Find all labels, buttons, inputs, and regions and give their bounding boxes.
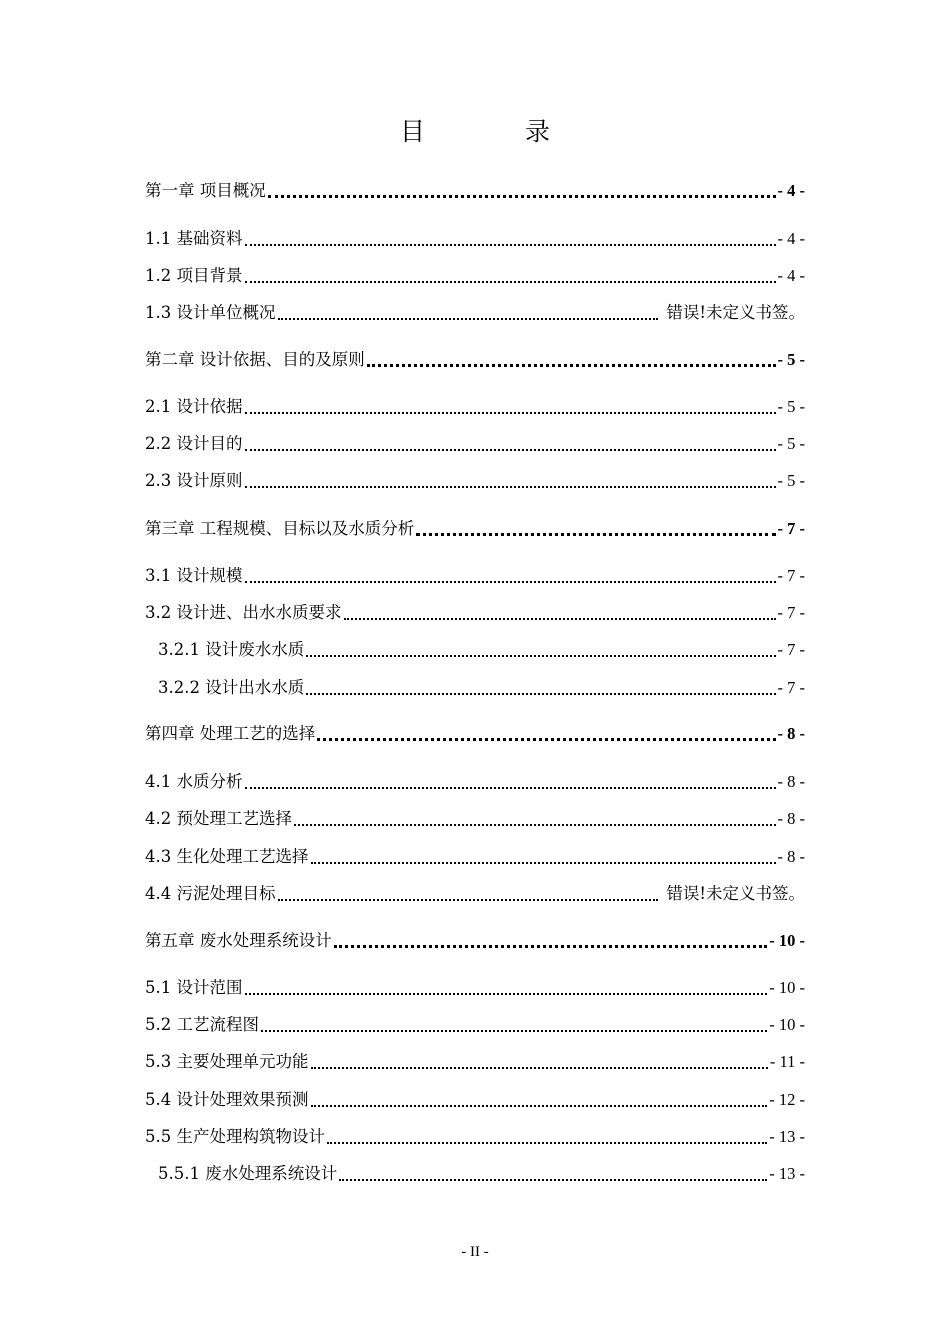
toc-entry-bookmark-error: 错误!未定义书签。: [666, 884, 805, 903]
page-number: - II -: [461, 1244, 489, 1260]
toc-entry-label: 2.3 设计原则: [145, 471, 243, 490]
toc-entry-5-5-1[interactable]: [158, 1162, 805, 1186]
dot-leader: [245, 449, 776, 451]
toc-entry-label: 3.1 设计规模: [145, 566, 243, 585]
dot-leader: [344, 618, 776, 620]
toc-entry-label: 5.3 主要处理单元功能: [145, 1052, 309, 1071]
toc-entry-label: 第五章 废水处理系统设计: [145, 931, 332, 950]
toc-entry-page: - 5 -: [777, 397, 805, 416]
toc-entry-2-2[interactable]: [145, 432, 805, 456]
toc-entry-page: - 10 -: [769, 1015, 805, 1034]
toc-entry-label: 2.1 设计依据: [145, 397, 243, 416]
toc-entry-2-3[interactable]: [145, 469, 805, 493]
toc-entry-5-1[interactable]: [145, 976, 805, 1000]
toc-entry-page: - 8 -: [777, 847, 805, 866]
toc-entry-chapter-5[interactable]: [145, 929, 805, 953]
toc-entry-4-1[interactable]: [145, 770, 805, 794]
toc-entry-page: - 13 -: [769, 1164, 805, 1183]
toc-entry-page: - 7 -: [777, 640, 805, 659]
toc-entry-4-4[interactable]: [145, 882, 805, 906]
dot-leader: [261, 1030, 767, 1032]
toc-entry-chapter-3[interactable]: [145, 517, 805, 541]
toc-entry-label: 4.1 水质分析: [145, 772, 243, 791]
toc-entry-page: - 7 -: [777, 566, 805, 585]
page-title: 目 录: [400, 117, 596, 146]
dot-leader: [334, 945, 768, 948]
toc-entry-label: 1.3 设计单位概况: [145, 303, 276, 322]
toc-entry-chapter-1[interactable]: [145, 179, 805, 203]
toc-entry-page: - 8 -: [777, 809, 805, 828]
toc-entry-5-4[interactable]: [145, 1088, 805, 1112]
toc-entry-label: 3.2.1 设计废水水质: [158, 640, 305, 659]
toc-entry-page: - 10 -: [769, 978, 805, 997]
toc-entry-label: 4.4 污泥处理目标: [145, 884, 276, 903]
dot-leader: [306, 655, 775, 657]
toc-entry-label: 第三章 工程规模、目标以及水质分析: [145, 519, 415, 538]
dot-leader: [311, 1067, 768, 1069]
toc-entry-1-2[interactable]: [145, 264, 805, 288]
dot-leader: [327, 1142, 767, 1144]
toc-entry-2-1[interactable]: [145, 395, 805, 419]
toc-entry-5-3[interactable]: [145, 1050, 805, 1074]
toc-entry-page: - 5 -: [777, 434, 805, 453]
toc-entry-3-1[interactable]: [145, 564, 805, 588]
toc-entry-label: 3.2 设计进、出水水质要求: [145, 603, 342, 622]
toc-entry-label: 5.1 设计范围: [145, 978, 243, 997]
toc-entry-3-2[interactable]: [145, 601, 805, 625]
toc-entry-page: - 7 -: [777, 603, 805, 622]
toc-entry-4-3[interactable]: [145, 845, 805, 869]
toc-entry-1-1[interactable]: [145, 227, 805, 251]
dot-leader: [278, 318, 659, 320]
dot-leader: [311, 862, 776, 864]
dot-leader: [311, 1105, 768, 1107]
toc-entry-page: - 4 -: [777, 181, 805, 200]
toc-entry-label: 4.2 预处理工艺选择: [145, 809, 292, 828]
dot-leader: [245, 993, 768, 995]
toc-entry-4-2[interactable]: [145, 807, 805, 831]
dot-leader: [245, 486, 776, 488]
dot-leader: [245, 281, 776, 283]
toc-entry-1-3[interactable]: [145, 301, 805, 325]
dot-leader: [306, 693, 775, 695]
toc-entry-label: 第二章 设计依据、目的及原则: [145, 350, 365, 369]
dot-leader: [245, 412, 776, 414]
toc-entry-page: - 11 -: [769, 1052, 805, 1071]
dot-leader: [245, 787, 776, 789]
toc-entry-page: - 5 -: [777, 471, 805, 490]
dot-leader: [339, 1179, 767, 1181]
dot-leader: [294, 824, 776, 826]
toc-entry-label: 1.1 基础资料: [145, 229, 243, 248]
dot-leader: [416, 533, 775, 536]
toc-entry-label: 5.5 生产处理构筑物设计: [145, 1127, 325, 1146]
toc-entry-chapter-4[interactable]: [145, 722, 805, 746]
toc-entry-label: 第四章 处理工艺的选择: [145, 724, 316, 743]
toc-entry-page: - 8 -: [777, 724, 805, 743]
toc-entry-chapter-2[interactable]: [145, 348, 805, 372]
dot-leader: [245, 581, 776, 583]
dot-leader: [278, 899, 659, 901]
toc-entry-label: 4.3 生化处理工艺选择: [145, 847, 309, 866]
toc-entry-5-5[interactable]: [145, 1125, 805, 1149]
toc-entry-page: - 7 -: [777, 678, 805, 697]
toc-entry-page: - 7 -: [777, 519, 805, 538]
toc-entry-label: 5.2 工艺流程图: [145, 1015, 259, 1034]
toc-entry-page: - 4 -: [777, 229, 805, 248]
toc-entry-label: 5.4 设计处理效果预测: [145, 1090, 309, 1109]
dot-leader: [268, 195, 776, 198]
toc-entry-label: 1.2 项目背景: [145, 266, 243, 285]
toc-entry-bookmark-error: 错误!未定义书签。: [666, 303, 805, 322]
dot-leader: [245, 244, 776, 246]
toc-entry-3-2-2[interactable]: [158, 676, 805, 700]
toc-entry-3-2-1[interactable]: [158, 638, 805, 662]
toc-entry-page: - 5 -: [777, 350, 805, 369]
toc-entry-label: 第一章 项目概况: [145, 181, 266, 200]
toc-entry-page: - 13 -: [769, 1127, 805, 1146]
toc-entry-5-2[interactable]: [145, 1013, 805, 1037]
toc-entry-label: 5.5.1 废水处理系统设计: [158, 1164, 338, 1183]
toc-entry-page: - 10 -: [769, 931, 805, 950]
toc-entry-label: 3.2.2 设计出水水质: [158, 678, 305, 697]
toc-entry-page: - 8 -: [777, 772, 805, 791]
toc-entry-page: - 12 -: [769, 1090, 805, 1109]
toc-entry-label: 2.2 设计目的: [145, 434, 243, 453]
toc-entry-page: - 4 -: [777, 266, 805, 285]
dot-leader: [367, 364, 776, 367]
dot-leader: [317, 738, 775, 741]
